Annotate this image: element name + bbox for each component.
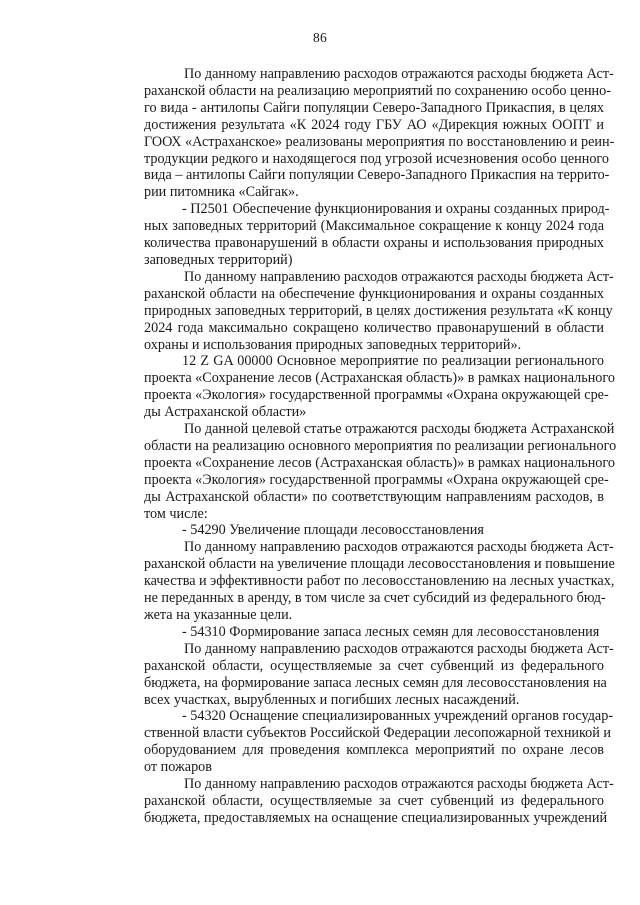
text-line: проекта «Экология» государственной программы «Охрана окружающей сре- bbox=[144, 471, 609, 488]
text-line: оборудованием для проведения комплекса мероприятий по охране лесов bbox=[144, 742, 604, 759]
text-line: проекта «Экология» государственной программы «Охрана окружающей сре- bbox=[144, 387, 609, 404]
paragraph-fire-equipment bbox=[104, 776, 614, 827]
text-line: ственной власти субъектов Российской Федерации лесопожарной техникой и bbox=[144, 725, 612, 742]
text-line: - 54310 Формирование запаса лесных семян для лесовосстановления bbox=[182, 623, 600, 640]
text-line: достижения результата «К 2024 году ГБУ АО «Дирекция южных ООПТ и bbox=[144, 116, 604, 133]
text-line: жета на указанные цели. bbox=[144, 607, 293, 623]
text-line: природных заповедных территорий, в целях достижения результата «К концу bbox=[144, 302, 613, 319]
text-line: качества и эффективности работ по лесовосстановлению на лесных участках, bbox=[144, 573, 615, 590]
text-line: раханской области, осуществляемые за счет субвенций из федерального bbox=[144, 657, 604, 674]
text-line: ды Астраханской области» по соответствующим направлениям расходов, в bbox=[144, 488, 604, 505]
text-line: - П2501 Обеспечение функционирования и охраны созданных природ- bbox=[182, 201, 610, 218]
item-p2501 bbox=[104, 201, 610, 269]
text-line: всех участках, вырубленных и погибших лесных насаждений. bbox=[144, 691, 520, 708]
text-line: рии питомника «Сайгак». bbox=[144, 184, 299, 201]
text-line: ды Астраханской области» bbox=[144, 404, 307, 421]
text-line: проекта «Сохранение лесов (Астраханская область)» в рамках национального bbox=[144, 370, 615, 387]
text-line: не переданных в аренду, в том числе за счет субсидий из федерального бюд- bbox=[144, 590, 606, 607]
text-line: раханской области на обеспечение функционирования и охраны созданных bbox=[144, 285, 604, 302]
text-line: количества правонарушений в области охраны и использования природных bbox=[144, 235, 604, 252]
page-number: 86 bbox=[313, 30, 327, 45]
text-line: По данному направлению расходов отражаются расходы бюджета Аст- bbox=[184, 539, 614, 556]
text-line: раханской области, осуществляемые за счет субвенций из федерального bbox=[144, 792, 604, 809]
text-line: том числе: bbox=[144, 505, 208, 522]
text-line: охраны и использования природных заповедных территорий». bbox=[144, 336, 522, 353]
text-line: 12 Z GA 00000 Основное мероприятие по реализации регионального bbox=[182, 353, 604, 370]
item-54290 bbox=[104, 522, 604, 539]
text-line: тродукции редкого и находящегося под угрозой исчезновения особо ценного bbox=[144, 150, 609, 167]
text-line: от пожаров bbox=[144, 759, 212, 776]
text-line: бюджета, предоставляемых на оснащение специализированных учреждений bbox=[144, 809, 608, 826]
text-line: По данному направлению расходов отражаются расходы бюджета Аст- bbox=[184, 268, 614, 285]
text-line: По данному направлению расходов отражаются расходы бюджета Аст- bbox=[184, 66, 614, 82]
document-body bbox=[104, 66, 617, 827]
text-line: - 54290 Увеличение площади лесовосстановления bbox=[182, 522, 484, 539]
item-54320 bbox=[104, 708, 614, 776]
text-line: раханской области на увеличение площади лесовосстановления и повышение bbox=[144, 556, 615, 573]
text-line: По данному направлению расходов отражаются расходы бюджета Аст- bbox=[184, 640, 614, 657]
text-line: 2024 года максимально сокращено количество правонарушений в области bbox=[144, 319, 604, 336]
paragraph-saiga bbox=[104, 66, 615, 201]
paragraph-forest-project bbox=[104, 421, 617, 522]
text-line: По данному направлению расходов отражаются расходы бюджета Аст- bbox=[184, 776, 614, 793]
text-line: - 54320 Оснащение специализированных учреждений органов государ- bbox=[182, 708, 614, 725]
item-54310 bbox=[104, 624, 604, 641]
text-line: заповедных территорий) bbox=[144, 251, 293, 268]
text-line: вида – антилопы Сайги популяции Северо-Западного Прикаспия на террито- bbox=[144, 167, 610, 184]
text-line: ГООХ «Астраханское» реализованы мероприятия по восстановлению и реин- bbox=[144, 133, 615, 150]
paragraph-reserves bbox=[104, 268, 614, 354]
text-line: ных заповедных территорий (Максимальное сокращение к концу 2024 года bbox=[144, 218, 604, 235]
text-line: раханской области на реализацию мероприятий по сохранению особо ценно- bbox=[144, 82, 611, 99]
text-line: бюджета, на формирование запаса лесных семян для лесовосстановления на bbox=[144, 674, 607, 691]
text-line: области на реализацию основного мероприятия по реализации регионального bbox=[144, 437, 617, 454]
text-line: По данной целевой статье отражаются расходы бюджета Астраханской bbox=[184, 421, 615, 438]
text-line: проекта «Сохранение лесов (Астраханская область)» в рамках национального bbox=[144, 454, 615, 471]
item-12-z-ga-00000 bbox=[104, 353, 615, 421]
paragraph-reforestation bbox=[104, 539, 615, 624]
text-line: го вида - антилопы Сайги популяции Северо-Западного Прикаспия, в целях bbox=[144, 99, 604, 116]
paragraph-seed-stock bbox=[104, 640, 614, 709]
